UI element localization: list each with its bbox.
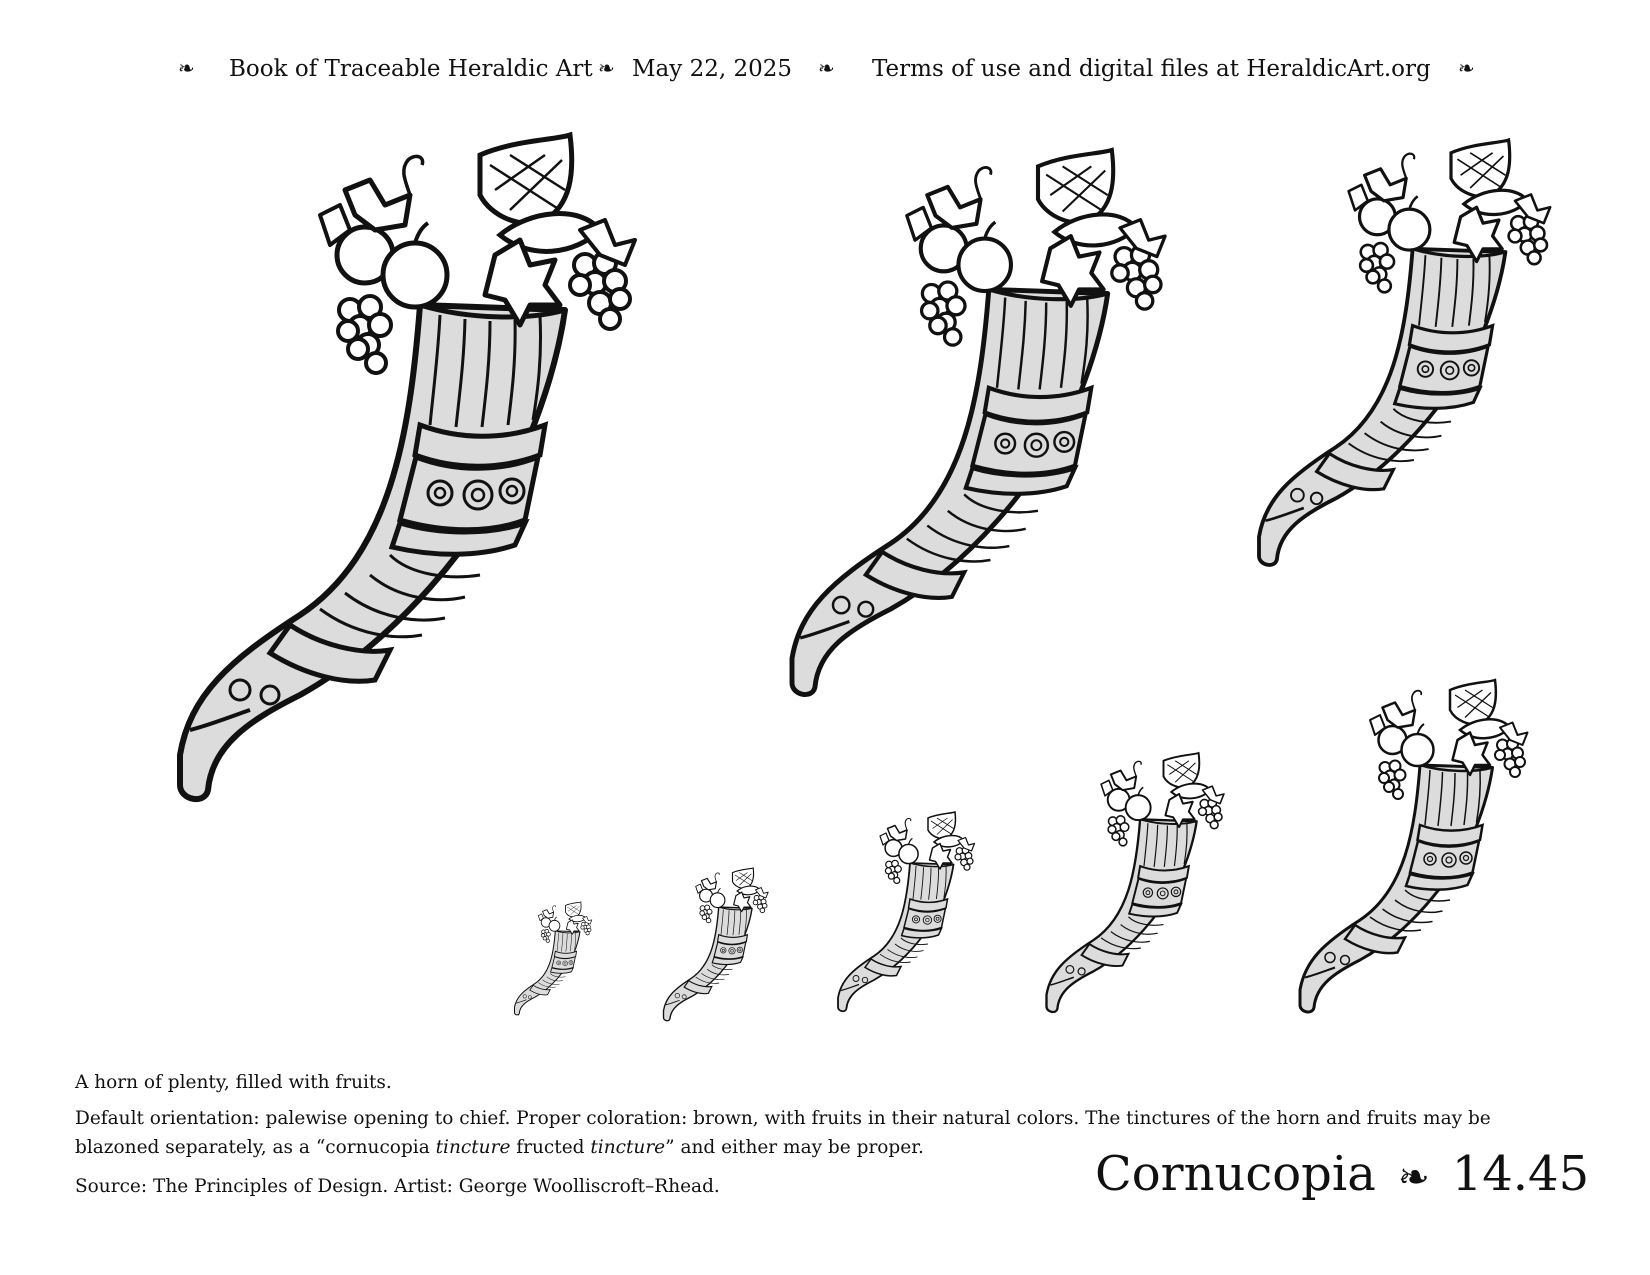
cornucopia-small-7 (664, 868, 769, 1021)
fleuron-ornament: ❧ (178, 56, 195, 80)
source-text: Source: The Principles of Design. Artist: George Woolliscroft–Rhead. (75, 1176, 720, 1197)
description-text: Default orientation: palewise opening to chief. Proper coloration: brown, with fruits in their natural colors. The tinctures of the horn and fruits may be blazoned separately, as a “cornucopia (75, 1108, 1491, 1158)
description-text: ” and either may be proper. (665, 1137, 924, 1158)
terms-notice: Terms of use and digital files at HeraldicArt.org (872, 56, 1431, 82)
tincture-term: tincture (590, 1137, 666, 1158)
cornucopia-medium-4 (1300, 680, 1528, 1012)
description-summary (75, 1068, 1575, 1097)
cornucopia-large-2 (792, 150, 1165, 695)
fleuron-ornament: ❧ (598, 56, 615, 80)
description-line: A horn of plenty, filled with fruits. (75, 1072, 392, 1093)
cornucopia-large-1 (180, 135, 635, 799)
fleuron-ornament: ❧ (1458, 56, 1475, 80)
cornucopia-small-6 (838, 812, 975, 1011)
book-title: Book of Traceable Heraldic Art (229, 56, 593, 82)
fleuron-ornament: ❧ (1397, 1155, 1430, 1199)
source-credit (75, 1172, 975, 1201)
cornucopia-small-8 (515, 902, 592, 1015)
cornucopia-small-5 (1047, 753, 1224, 1012)
fleuron-ornament: ❧ (818, 56, 835, 80)
description-text: fructed (510, 1137, 591, 1158)
entry-number: 14.45 (1451, 1146, 1590, 1202)
tincture-term: tincture (435, 1137, 511, 1158)
cornucopia-medium-3 (1259, 140, 1550, 565)
entry-name: Cornucopia (1095, 1146, 1376, 1202)
entry-title (1095, 1146, 1589, 1202)
header-date: May 22, 2025 (632, 56, 792, 82)
